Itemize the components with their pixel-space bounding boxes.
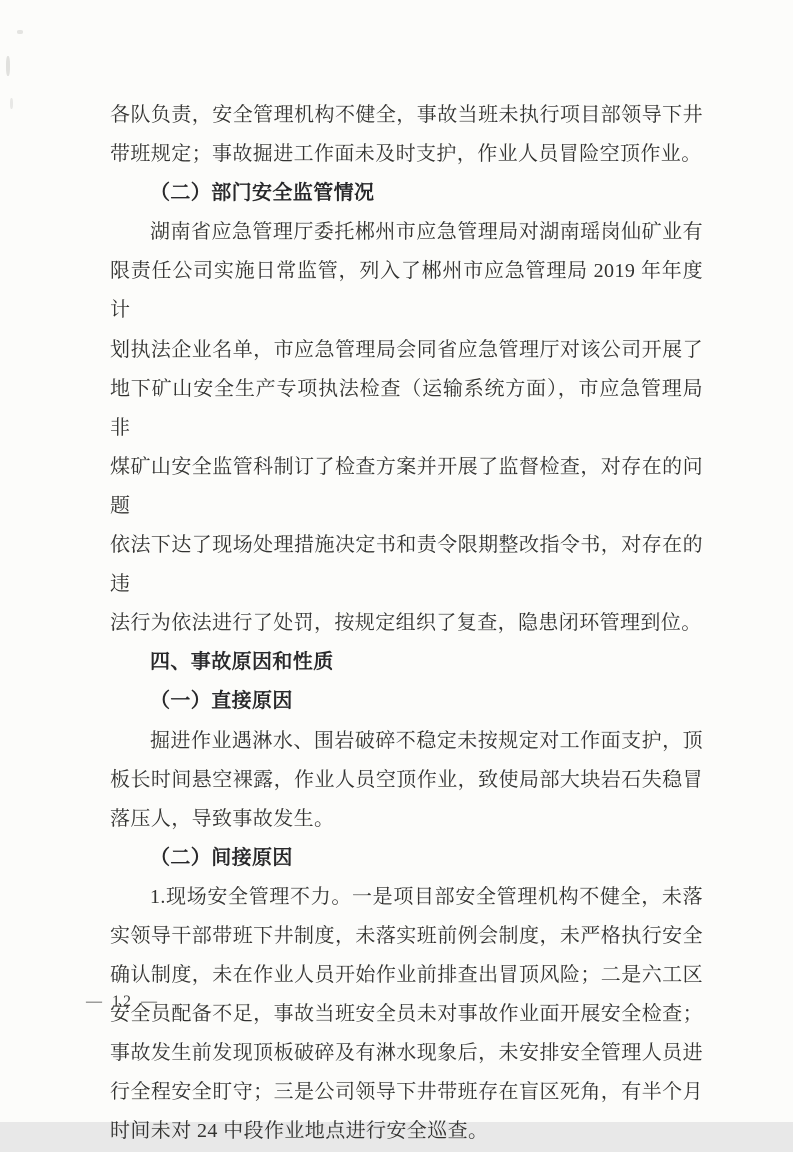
- text-line: 实领导干部带班下井制度，未落实班前例会制度，未严格执行安全: [110, 924, 703, 947]
- section-heading: [110, 643, 703, 682]
- text-line: 限责任公司实施日常监管，列入了郴州市应急管理局 2019 年年度计: [110, 260, 703, 322]
- paragraph: [110, 878, 703, 1152]
- section-heading: [110, 839, 703, 878]
- paragraph: [110, 722, 703, 839]
- text-line: （一）直接原因: [150, 690, 293, 713]
- text-line: 依法下达了现场处理措施决定书和责令限期整改指令书，对存在的违: [110, 534, 703, 596]
- text-line: （二）间接原因: [150, 846, 293, 869]
- scan-artifact: [10, 98, 13, 109]
- paragraph: [110, 213, 703, 643]
- text-line: 行全程安全盯守；三是公司领导下井带班存在盲区死角，有半个月: [110, 1081, 703, 1104]
- section-heading: [110, 174, 703, 213]
- text-line: 四、事故原因和性质: [150, 651, 334, 674]
- text-line: 1.现场安全管理不力。一是项目部安全管理机构不健全，未落: [150, 885, 703, 908]
- text-line: 煤矿山安全监管科制订了检查方案并开展了监督检查，对存在的问题: [110, 455, 703, 517]
- section-heading: [110, 682, 703, 721]
- text-line: 确认制度，未在作业人员开始作业前排查出冒顶风险；二是六工区: [110, 964, 703, 987]
- page-number: — 12 —: [86, 993, 160, 1010]
- text-line: 事故发生前发现顶板破碎及有淋水现象后，未安排安全管理人员进: [110, 1042, 703, 1065]
- text-line: 板长时间悬空裸露，作业人员空顶作业，致使局部大块岩石失稳冒: [110, 768, 703, 791]
- text-line: 湖南省应急管理厅委托郴州市应急管理局对湖南瑶岗仙矿业有: [150, 221, 703, 244]
- text-line: 安全员配备不足，事故当班安全员未对事故作业面开展安全检查；: [110, 1003, 703, 1026]
- scan-artifact: [6, 56, 10, 76]
- text-line: 时间未对 24 中段作业地点进行安全巡查。: [110, 1120, 489, 1143]
- scan-artifact: [17, 30, 23, 34]
- text-line: 掘进作业遇淋水、围岩破碎不稳定未按规定对工作面支护，顶: [150, 729, 703, 752]
- text-line: （二）部门安全监管情况: [150, 182, 375, 205]
- text-line: 带班规定；事故掘进工作面未及时支护，作业人员冒险空顶作业。: [110, 143, 702, 166]
- text-line: 落压人，导致事故发生。: [110, 807, 335, 830]
- paragraph: [110, 96, 703, 174]
- text-line: 法行为依法进行了处罚，按规定组织了复查，隐患闭环管理到位。: [110, 612, 702, 635]
- text-line: 划执法企业名单，市应急管理局会同省应急管理厅对该公司开展了: [110, 338, 703, 361]
- text-line: 地下矿山安全生产专项执法检查（运输系统方面），市应急管理局非: [110, 377, 703, 439]
- document-body: [110, 96, 703, 1152]
- text-line: 各队负责，安全管理机构不健全，事故当班未执行项目部领导下井: [110, 104, 703, 126]
